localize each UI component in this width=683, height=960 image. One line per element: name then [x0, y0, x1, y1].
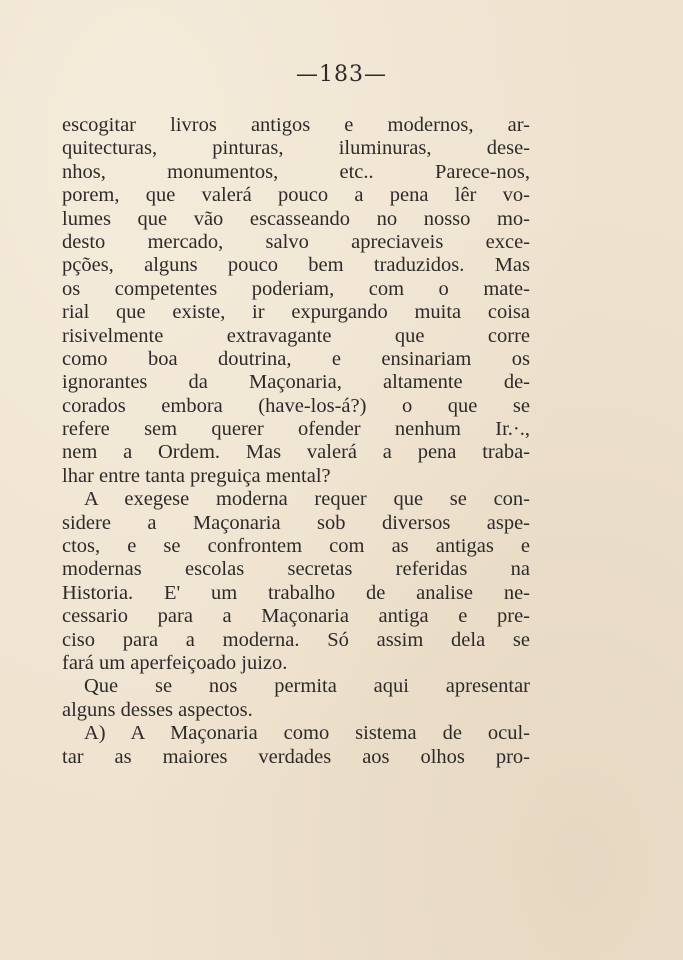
text-line: escogitar livros antigos e modernos, ar-	[62, 114, 530, 136]
text-line: alguns desses aspectos.	[62, 698, 253, 721]
text-line: quitecturas, pinturas, iluminuras, dese-	[62, 137, 530, 160]
text-line: A) A Maçonaria como sistema de ocul-	[84, 722, 530, 745]
text-line: porem, que valerá pouco a pena lêr vo-	[62, 184, 530, 207]
text-line: refere sem querer ofender nenhum Ir.·.,	[62, 418, 530, 441]
page-number: —183—	[296, 62, 387, 87]
text-line: tar as maiores verdades aos olhos pro-	[62, 745, 530, 768]
text-line: pções, alguns pouco bem traduzidos. Mas	[62, 254, 530, 277]
text-line: sidere a Maçonaria sob diversos aspe-	[62, 511, 530, 534]
text-line: Que se nos permita aqui apresentar	[84, 675, 530, 698]
text-line: ctos, e se confrontem com as antigas e	[62, 535, 530, 558]
text-line: risivelmente extravagante que corre	[62, 324, 530, 347]
text-line: como boa doutrina, e ensinariam os	[62, 347, 530, 370]
text-line: modernas escolas secretas referidas na	[62, 558, 530, 581]
text-line: cessario para a Maçonaria antiga e pre-	[62, 605, 530, 628]
text-line: os competentes poderiam, com o mate-	[62, 277, 530, 300]
text-line: corados embora (have-los-á?) o que se	[62, 394, 530, 417]
text-line: rial que existe, ir expurgando muita coisa	[62, 301, 530, 324]
text-line: lumes que vão escasseando no nosso mo-	[62, 207, 530, 230]
text-line: ciso para a moderna. Só assim dela se	[62, 628, 530, 651]
text-line: desto mercado, salvo apreciaveis exce-	[62, 230, 530, 253]
text-line: A exegese moderna requer que se con-	[84, 488, 530, 511]
body-text	[62, 114, 530, 769]
text-line: fará um aperfeiçoado juizo.	[62, 651, 288, 674]
text-line: ignorantes da Maçonaria, altamente de-	[62, 371, 530, 394]
text-line: lhar entre tanta preguiça mental?	[62, 464, 331, 487]
text-line: Historia. E' um trabalho de analise ne-	[62, 581, 530, 604]
text-line: nem a Ordem. Mas valerá a pena traba-	[62, 441, 530, 464]
text-line: nhos, monumentos, etc.. Parece-nos,	[62, 160, 530, 183]
